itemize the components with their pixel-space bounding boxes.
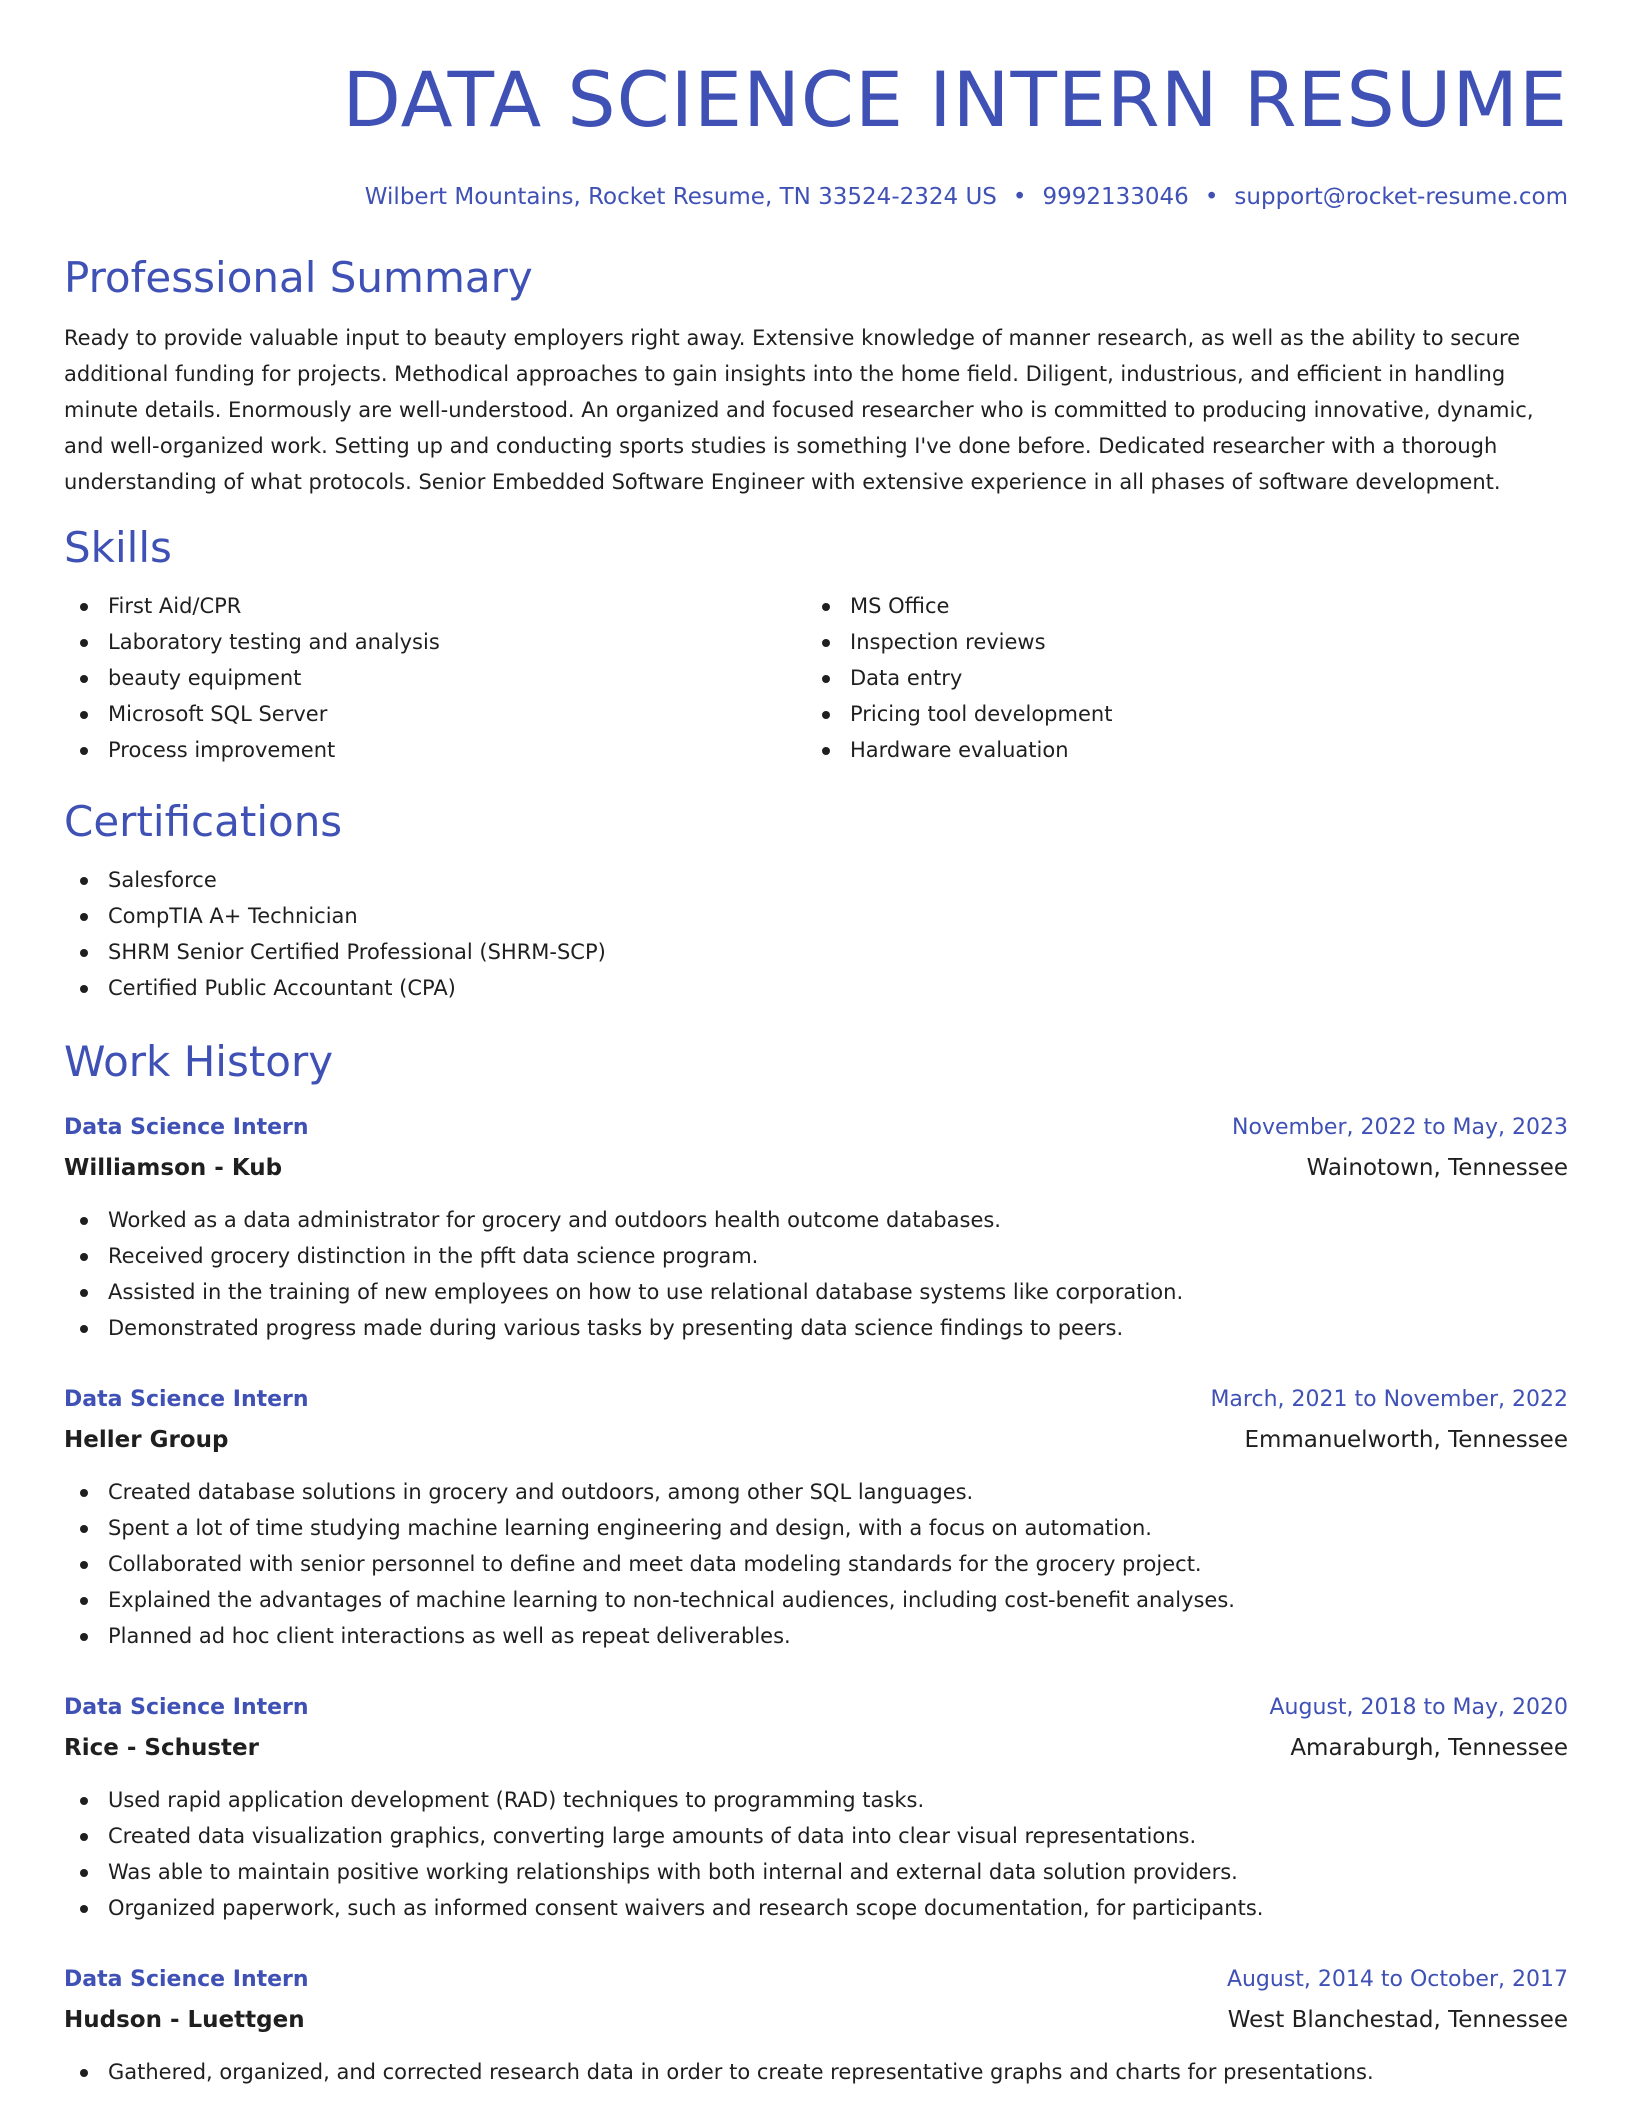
job-bullet: Planned ad hoc client interactions as well as repeat deliverables.	[64, 1618, 1568, 1654]
job-bullet: Spent a lot of time studying machine learning engineering and design, with a focus on automation.	[64, 1510, 1568, 1546]
job-bullet: Gathered, organized, and corrected research data in order to create representative graphs and charts for presentations.	[64, 2054, 1568, 2090]
page-title: DATA SCIENCE INTERN RESUME	[342, 55, 1568, 144]
job-company: Heller Group	[64, 1427, 229, 1453]
job-title: Data Science Intern	[64, 1387, 309, 1412]
skill-item: Pricing tool development	[806, 696, 1548, 732]
contact-phone: 9992133046	[1042, 184, 1189, 210]
job-bullet: Assisted in the training of new employees on how to use relational database systems like corporation.	[64, 1274, 1568, 1310]
resume-header	[64, 52, 1568, 212]
job-entry	[64, 1962, 1568, 2090]
job-entry	[64, 1110, 1568, 1346]
job-entry	[64, 1690, 1568, 1926]
job-title: Data Science Intern	[64, 1967, 309, 1992]
job-bullet: Created database solutions in grocery and outdoors, among other SQL languages.	[64, 1474, 1568, 1510]
certifications-list	[64, 862, 1568, 1006]
summary-heading: Professional Summary	[64, 253, 533, 302]
certification-item: Salesforce	[64, 862, 1568, 898]
job-bullet: Used rapid application development (RAD) techniques to programming tasks.	[64, 1782, 1568, 1818]
job-location: West Blanchestad, Tennessee	[1227, 2007, 1568, 2033]
job-dates: August, 2018 to May, 2020	[1269, 1695, 1568, 1720]
certification-item: SHRM Senior Certified Professional (SHRM-SCP)	[64, 934, 1568, 970]
job-bullets	[64, 2054, 1568, 2090]
job-dates: November, 2022 to May, 2023	[1232, 1115, 1568, 1140]
job-bullet: Received grocery distinction in the pfft data science program.	[64, 1238, 1568, 1274]
certification-item: CompTIA A+ Technician	[64, 898, 1568, 934]
job-location: Emmanuelworth, Tennessee	[1244, 1427, 1568, 1453]
certifications-heading: Certifications	[64, 797, 343, 846]
job-company: Williamson - Kub	[64, 1155, 283, 1181]
job-title: Data Science Intern	[64, 1115, 309, 1140]
job-location: Wainotown, Tennessee	[1306, 1155, 1568, 1181]
certifications-section	[64, 796, 1568, 1006]
contact-email[interactable]: support@rocket-resume.com	[1234, 184, 1568, 210]
skills-list-left	[64, 588, 806, 768]
job-entry	[64, 1382, 1568, 1654]
contact-address: Wilbert Mountains, Rocket Resume, TN 33524-2324 US	[364, 184, 997, 210]
skill-item: Hardware evaluation	[806, 732, 1548, 768]
job-bullet: Explained the advantages of machine learning to non-technical audiences, including cost-benefit analyses.	[64, 1582, 1568, 1618]
job-bullet: Organized paperwork, such as informed consent waivers and research scope documentation, for participants.	[64, 1890, 1568, 1926]
skills-heading: Skills	[64, 523, 172, 572]
job-bullets	[64, 1474, 1568, 1654]
skill-item: beauty equipment	[64, 660, 806, 696]
job-bullet: Collaborated with senior personnel to define and meet data modeling standards for the grocery project.	[64, 1546, 1568, 1582]
certification-item: Certified Public Accountant (CPA)	[64, 970, 1568, 1006]
job-bullet: Worked as a data administrator for grocery and outdoors health outcome databases.	[64, 1202, 1568, 1238]
skill-item: Laboratory testing and analysis	[64, 624, 806, 660]
skill-item: Inspection reviews	[806, 624, 1548, 660]
contact-line	[64, 182, 1568, 212]
skills-section	[64, 522, 1568, 768]
work-history-heading: Work History	[64, 1037, 334, 1086]
work-history-section	[64, 1036, 1568, 2090]
skill-item: Data entry	[806, 660, 1548, 696]
job-location: Amaraburgh, Tennessee	[1290, 1735, 1568, 1761]
job-dates: March, 2021 to November, 2022	[1210, 1387, 1568, 1412]
skills-grid	[64, 588, 1568, 768]
skill-item: Process improvement	[64, 732, 806, 768]
job-dates: August, 2014 to October, 2017	[1226, 1967, 1568, 1992]
summary-section	[64, 252, 1568, 500]
job-bullets	[64, 1782, 1568, 1926]
summary-text: Ready to provide valuable input to beauty employers right away. Extensive knowledge of manner research, as well as the ability to secure additional funding for projects. Methodical approaches to gain insights into the home field. Diligent, industrious, and efficient in handling minute details. Enormously are well-understood. An organized and focused researcher who is committed to producing innovative, dynamic, and well-organized work. Setting up and conducting sports studies is something I've done before. Dedicated researcher with a thorough understanding of what protocols. Senior Embedded Software Engineer with extensive experience in all phases of software development.	[64, 326, 1534, 494]
contact-separator: •	[1012, 184, 1027, 210]
job-title: Data Science Intern	[64, 1695, 309, 1720]
job-bullets	[64, 1202, 1568, 1346]
job-bullet: Was able to maintain positive working relationships with both internal and external data solution providers.	[64, 1854, 1568, 1890]
skill-item: Microsoft SQL Server	[64, 696, 806, 732]
job-company: Rice - Schuster	[64, 1735, 259, 1761]
skill-item: First Aid/CPR	[64, 588, 806, 624]
job-bullet: Created data visualization graphics, converting large amounts of data into clear visual representations.	[64, 1818, 1568, 1854]
contact-separator: •	[1204, 184, 1219, 210]
skill-item: MS Office	[806, 588, 1548, 624]
job-bullet: Demonstrated progress made during various tasks by presenting data science findings to peers.	[64, 1310, 1568, 1346]
job-company: Hudson - Luettgen	[64, 2007, 305, 2033]
skills-list-right	[806, 588, 1548, 768]
